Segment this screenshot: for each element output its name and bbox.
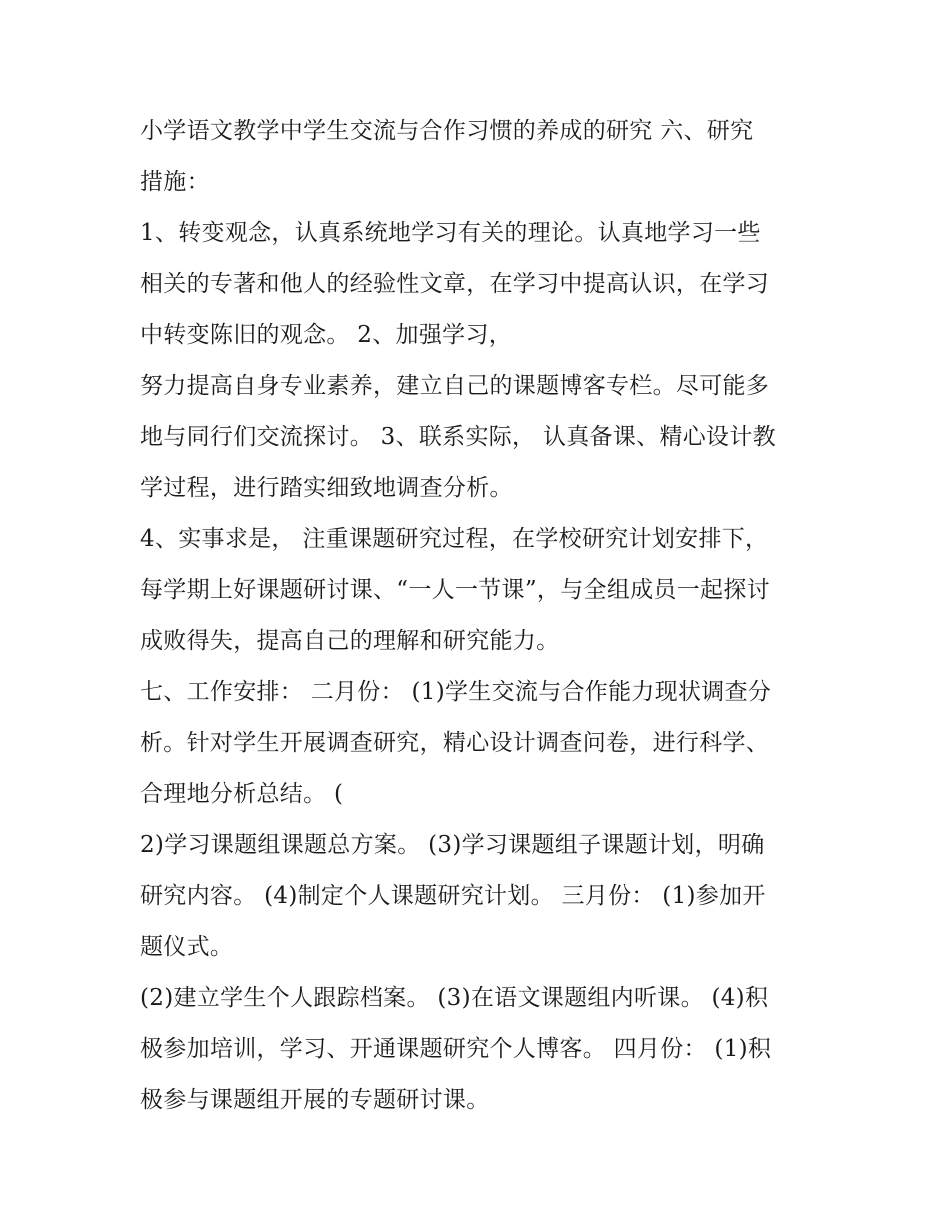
text-line-2: 措施： bbox=[140, 169, 210, 195]
text-line-20: 极参与课题组开展的专题研讨课。 bbox=[140, 1087, 490, 1113]
text-line-18: (2)建立学生个人跟踪档案。 (3)在语文课题组内听课。 (4)积 bbox=[140, 985, 769, 1011]
text-line-10: 每学期上好课题研讨课、“一人一节课”，与全组成员一起探讨 bbox=[140, 577, 770, 603]
text-line-8: 学过程，进行踏实细致地调查分析。 bbox=[140, 475, 513, 501]
document-page bbox=[140, 112, 820, 1132]
text-line-1: 小学语文教学中学生交流与合作习惯的养成的研究 六、研究 bbox=[140, 118, 754, 144]
text-line-17: 题仪式。 bbox=[140, 934, 234, 960]
text-line-6: 努力提高自身专业素养，建立自己的课题博客专栏。尽可能多 bbox=[140, 373, 770, 399]
text-line-3: 1、转变观念，认真系统地学习有关的理论。认真地学习一些 bbox=[140, 220, 761, 246]
text-line-15: 2)学习课题组课题总方案。 (3)学习课题组子课题计划，明确 bbox=[140, 832, 765, 858]
text-line-9: 4、实事求是， 注重课题研究过程，在学校研究计划安排下， bbox=[140, 526, 769, 552]
text-line-16: 研究内容。 (4)制定个人课题研究计划。 三月份： (1)参加开 bbox=[140, 883, 766, 909]
text-line-7: 地与同行们交流探讨。 3、联系实际， 认真备课、精心设计教 bbox=[140, 424, 776, 450]
text-line-13: 析。针对学生开展调查研究，精心设计调查问卷，进行科学、 bbox=[140, 730, 770, 756]
text-line-11: 成败得失，提高自己的理解和研究能力。 bbox=[140, 628, 560, 654]
text-line-5: 中转变陈旧的观念。 2、加强学习， bbox=[140, 322, 513, 348]
text-line-4: 相关的专著和他人的经验性文章，在学习中提高认识，在学习 bbox=[140, 271, 770, 297]
text-line-12: 七、工作安排： 二月份： (1)学生交流与合作能力现状调查分 bbox=[140, 679, 772, 705]
text-line-19: 极参加培训，学习、开通课题研究个人博客。 四月份： (1)积 bbox=[140, 1036, 772, 1062]
text-line-14: 合理地分析总结。 ( bbox=[140, 781, 344, 807]
